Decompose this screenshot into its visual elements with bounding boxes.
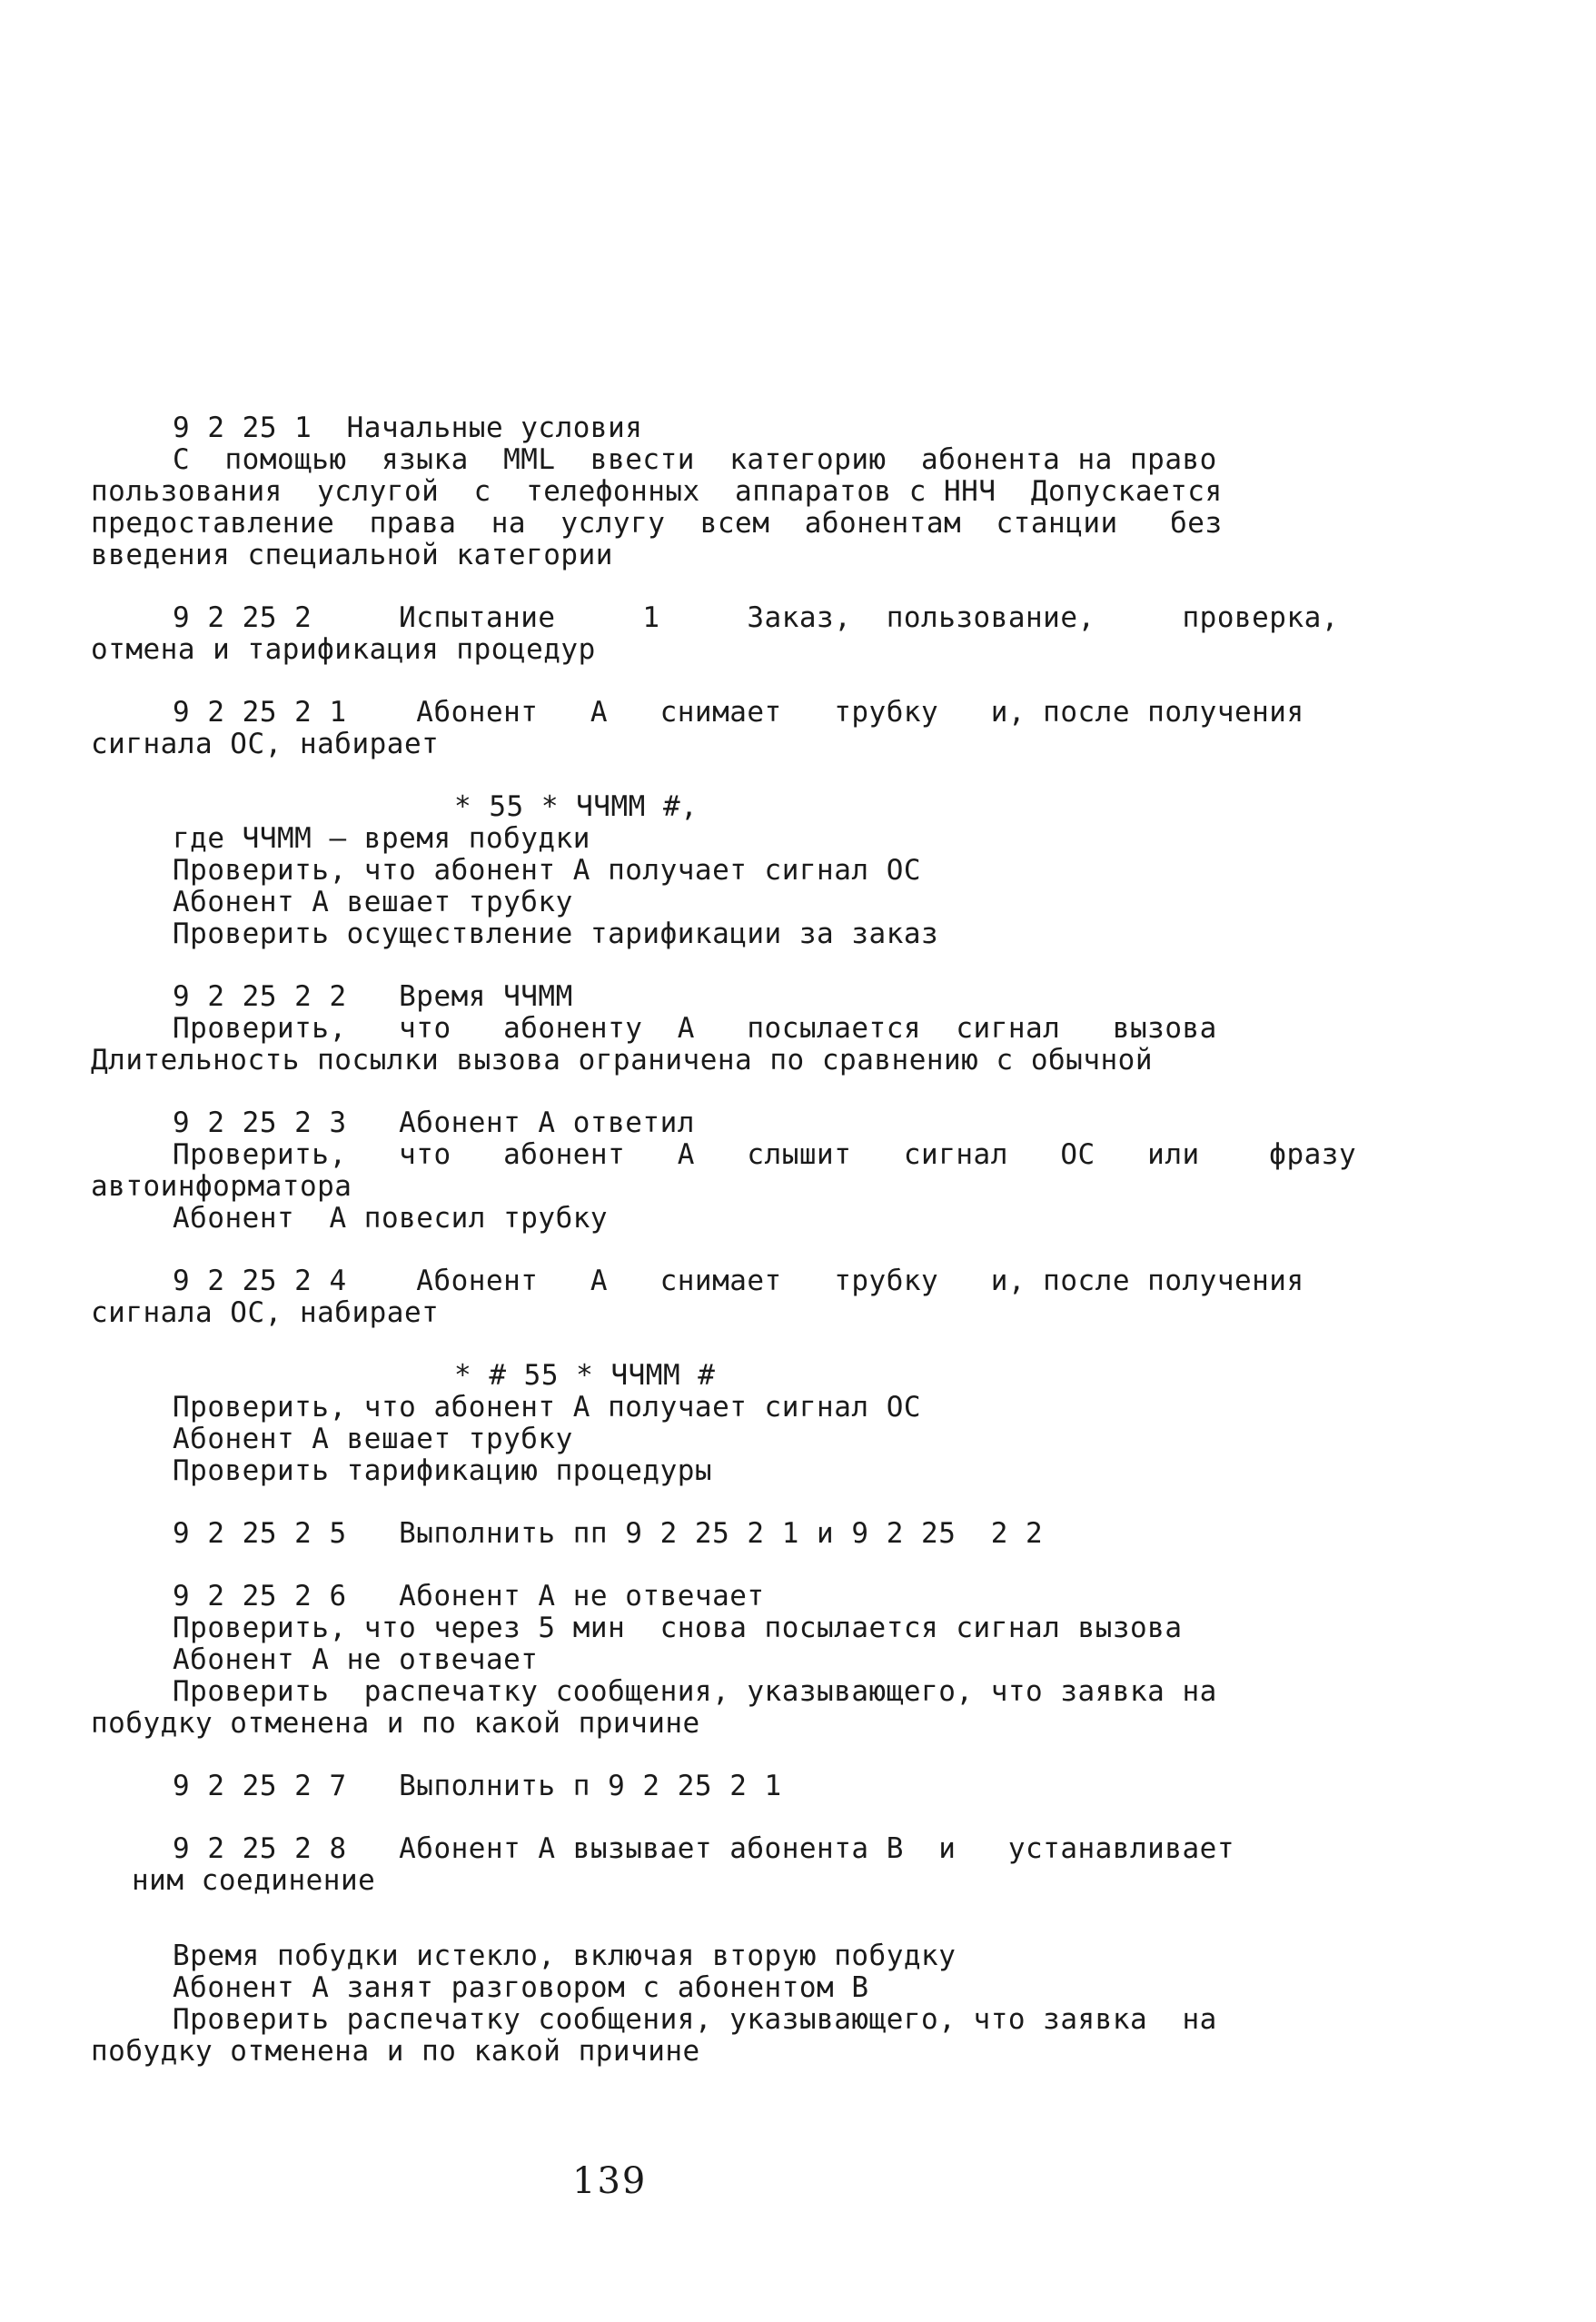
text-line: 9 2 25 2 3 Абонент А ответил — [173, 1106, 695, 1139]
text-line: 9 2 25 2 2 Время ЧЧММ — [173, 980, 573, 1013]
text-line: побудку отменена и по какой причине — [91, 2035, 700, 2068]
text-line: С помощью языка MML ввести категорию абонента на право — [173, 443, 1217, 476]
text-line: Абонент А занят разговором с абонентом В — [173, 1971, 869, 2004]
text-line: автоинформатора — [91, 1170, 352, 1203]
text-line: сигнала ОС, набирает — [91, 1296, 440, 1329]
text-line: Проверить распечатку сообщения, указывающего, что заявка на — [173, 1675, 1217, 1708]
text-line: Длительность посылки вызова ограничена по сравнению с обычной — [91, 1044, 1153, 1077]
text-line: сигнала ОС, набирает — [91, 728, 440, 760]
text-line: предоставление права на услугу всем абонентам станции без — [91, 507, 1223, 540]
text-line: Абонент А не отвечает — [173, 1643, 539, 1676]
text-line: Проверить, что абонент А слышит сигнал ОС или фразу — [173, 1138, 1357, 1171]
text-line: Проверить, что через 5 мин снова посылается сигнал вызова — [173, 1612, 1183, 1644]
text-line: 9 2 25 2 8 Абонент А вызывает абонента В и устанавливает — [173, 1832, 1234, 1865]
text-line: где ЧЧММ – время побудки — [173, 822, 590, 855]
text-line: 9 2 25 2 Испытание 1 Заказ, пользование, проверка, — [173, 601, 1339, 634]
text-line: * # 55 * ЧЧММ # — [454, 1359, 716, 1392]
text-line: Абонент А повесил трубку — [173, 1202, 609, 1235]
text-line: 9 2 25 2 5 Выполнить пп 9 2 25 2 1 и 9 2 25 2 2 — [173, 1517, 1044, 1550]
text-line: Проверить распечатку сообщения, указывающего, что заявка на — [173, 2003, 1217, 2036]
text-line: Проверить, что абонент А получает сигнал ОС — [173, 1391, 922, 1424]
text-line: отмена и тарификация процедур — [91, 633, 596, 666]
text-line: 9 2 25 2 1 Абонент А снимает трубку и, после получения — [173, 696, 1304, 729]
page-number: 139 — [572, 2160, 648, 2202]
text-line: Абонент А вешает трубку — [173, 886, 573, 918]
text-line: 9 2 25 2 4 Абонент А снимает трубку и, после получения — [173, 1265, 1304, 1297]
text-line: Проверить осуществление тарификации за заказ — [173, 918, 939, 950]
text-line: 9 2 25 1 Начальные условия — [173, 412, 643, 444]
text-line: 9 2 25 2 7 Выполнить п 9 2 25 2 1 — [173, 1770, 782, 1802]
text-line: * 55 * ЧЧММ #, — [454, 790, 699, 823]
text-line: Проверить тарификацию процедуры — [173, 1454, 713, 1487]
text-line: Время побудки истекло, включая вторую побудку — [173, 1940, 957, 1972]
text-line: 9 2 25 2 6 Абонент А не отвечает — [173, 1580, 765, 1612]
text-line: пользования услугой с телефонных аппаратов с ННЧ Допускается — [91, 475, 1223, 508]
text-line: Проверить, что абоненту А посылается сигнал вызова — [173, 1012, 1217, 1045]
text-line: ним соединение — [132, 1864, 376, 1897]
text-line: Проверить, что абонент А получает сигнал ОС — [173, 854, 922, 887]
text-line: побудку отменена и по какой причине — [91, 1707, 700, 1740]
text-line: Абонент А вешает трубку — [173, 1423, 573, 1455]
text-line: введения специальной категории — [91, 539, 613, 571]
